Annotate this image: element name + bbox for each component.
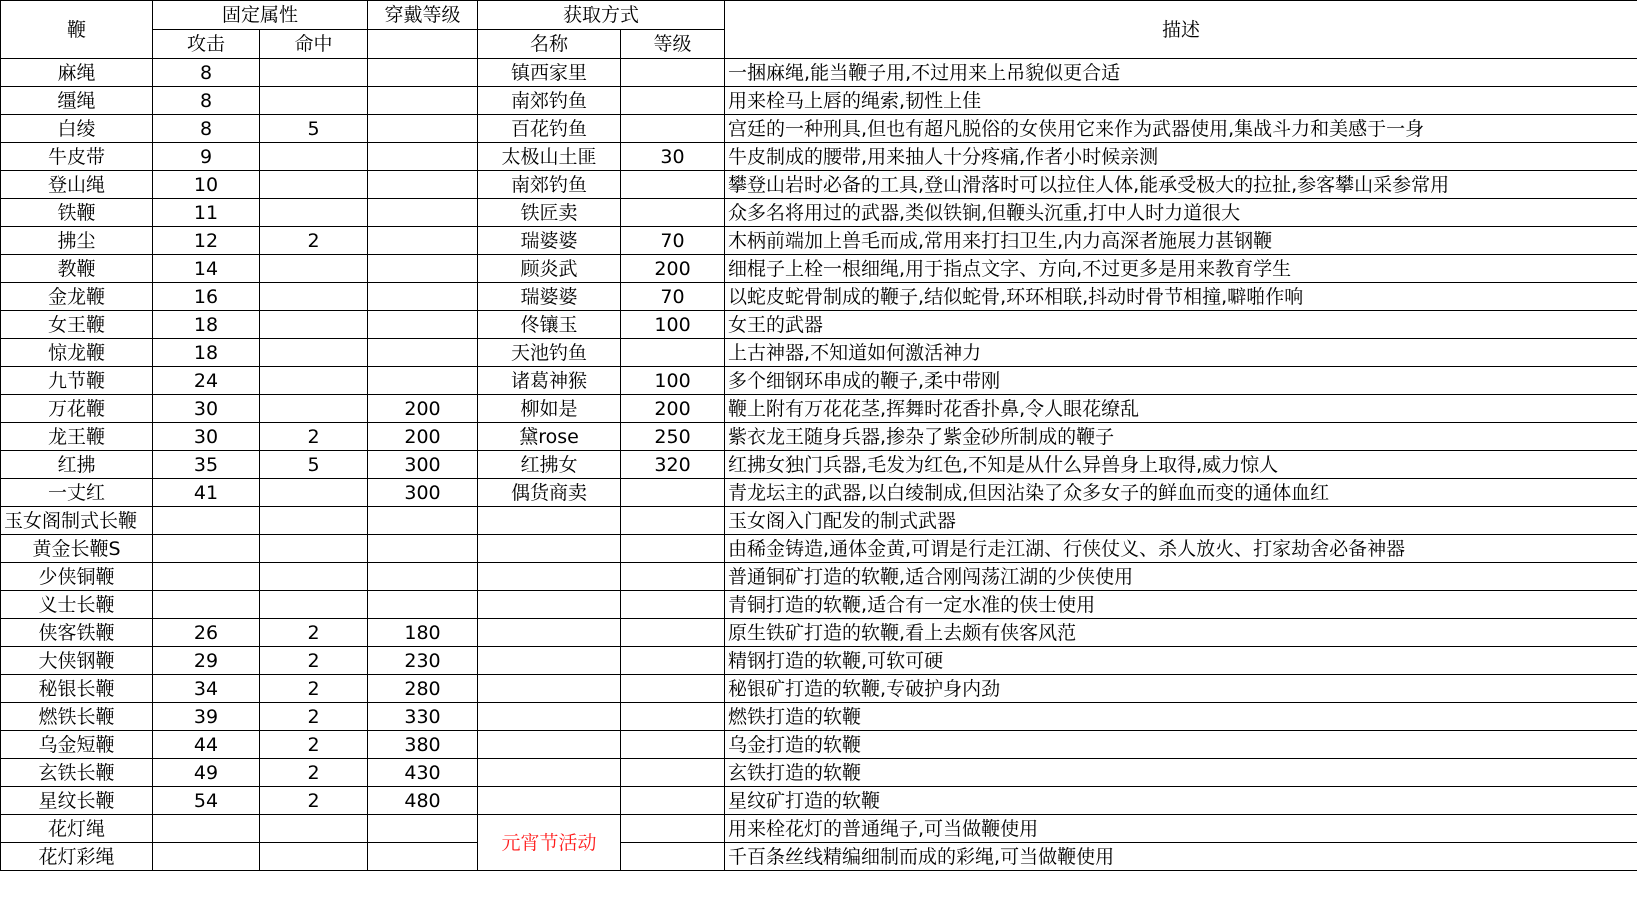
attack-value: 12 — [153, 227, 260, 255]
wear-level-value — [368, 591, 478, 619]
wear-level-value: 300 — [368, 451, 478, 479]
attack-value: 54 — [153, 787, 260, 815]
header-description: 描述 — [725, 1, 1637, 59]
item-name: 铁鞭 — [1, 199, 153, 227]
wear-level-value — [368, 507, 478, 535]
acquire-level-value — [621, 619, 725, 647]
header-fixed-attrs: 固定属性 — [153, 1, 368, 30]
description-value: 原生铁矿打造的软鞭,看上去颇有侠客风范 — [725, 619, 1637, 647]
acquire-level-value — [621, 535, 725, 563]
description-value: 细棍子上栓一根细绳,用于指点文字、方向,不过更多是用来教育学生 — [725, 255, 1637, 283]
description-value: 普通铜矿打造的软鞭,适合刚闯荡江湖的少侠使用 — [725, 563, 1637, 591]
header-acquire-level: 等级 — [621, 30, 725, 59]
wear-level-value: 200 — [368, 423, 478, 451]
description-value: 精钢打造的软鞭,可软可硬 — [725, 647, 1637, 675]
table-row — [1, 255, 1637, 283]
table-row — [1, 731, 1637, 759]
header-wear-empty — [368, 30, 478, 59]
hit-value — [260, 563, 368, 591]
table-row — [1, 591, 1637, 619]
acquire-name-value — [478, 787, 621, 815]
item-name: 少侠铜鞭 — [1, 563, 153, 591]
acquire-level-value: 100 — [621, 367, 725, 395]
hit-value — [260, 479, 368, 507]
acquire-level-value: 70 — [621, 283, 725, 311]
item-name: 万花鞭 — [1, 395, 153, 423]
acquire-name-value — [478, 563, 621, 591]
wear-level-value: 480 — [368, 787, 478, 815]
item-name: 教鞭 — [1, 255, 153, 283]
item-name: 九节鞭 — [1, 367, 153, 395]
wear-level-value — [368, 283, 478, 311]
acquire-name-value — [478, 647, 621, 675]
item-name: 玄铁长鞭 — [1, 759, 153, 787]
acquire-name-value: 南郊钓鱼 — [478, 87, 621, 115]
attack-value — [153, 563, 260, 591]
acquire-level-value — [621, 647, 725, 675]
hit-value — [260, 171, 368, 199]
acquire-level-value: 30 — [621, 143, 725, 171]
acquire-name-value: 太极山土匪 — [478, 143, 621, 171]
item-name: 登山绳 — [1, 171, 153, 199]
hit-value — [260, 843, 368, 871]
wear-level-value — [368, 171, 478, 199]
description-value: 众多名将用过的武器,类似铁锏,但鞭头沉重,打中人时力道很大 — [725, 199, 1637, 227]
wear-level-value — [368, 563, 478, 591]
description-value: 鞭上附有万花花茎,挥舞时花香扑鼻,令人眼花缭乱 — [725, 395, 1637, 423]
attack-value: 8 — [153, 87, 260, 115]
table-row — [1, 619, 1637, 647]
attack-value: 41 — [153, 479, 260, 507]
table-row — [1, 451, 1637, 479]
wear-level-value — [368, 815, 478, 843]
acquire-level-value: 250 — [621, 423, 725, 451]
attack-value: 10 — [153, 171, 260, 199]
acquire-level-value — [621, 591, 725, 619]
item-name: 大侠钢鞭 — [1, 647, 153, 675]
description-value: 玉女阁入门配发的制式武器 — [725, 507, 1637, 535]
attack-value: 34 — [153, 675, 260, 703]
attack-value: 11 — [153, 199, 260, 227]
table-row — [1, 59, 1637, 87]
hit-value: 5 — [260, 115, 368, 143]
acquire-level-value — [621, 815, 725, 843]
header-acquire-name: 名称 — [478, 30, 621, 59]
attack-value: 49 — [153, 759, 260, 787]
acquire-name-value: 镇西家里 — [478, 59, 621, 87]
wear-level-value — [368, 311, 478, 339]
table-row — [1, 395, 1637, 423]
table-row — [1, 171, 1637, 199]
acquire-name-value — [478, 619, 621, 647]
header-row-top — [1, 1, 1637, 30]
acquire-level-value — [621, 675, 725, 703]
item-name: 玉女阁制式长鞭 — [1, 507, 153, 535]
description-value: 用来栓花灯的普通绳子,可当做鞭使用 — [725, 815, 1637, 843]
attack-value — [153, 507, 260, 535]
attack-value: 26 — [153, 619, 260, 647]
table-row — [1, 647, 1637, 675]
acquire-name-value: 红拂女 — [478, 451, 621, 479]
wear-level-value: 300 — [368, 479, 478, 507]
attack-value — [153, 815, 260, 843]
acquire-level-value — [621, 759, 725, 787]
description-value: 秘银矿打造的软鞭,专破护身内劲 — [725, 675, 1637, 703]
item-name: 义士长鞭 — [1, 591, 153, 619]
description-value: 由稀金铸造,通体金黄,可谓是行走江湖、行侠仗义、杀人放火、打家劫舍必备神器 — [725, 535, 1637, 563]
attack-value: 8 — [153, 59, 260, 87]
acquire-level-value — [621, 115, 725, 143]
item-name: 秘银长鞭 — [1, 675, 153, 703]
hit-value — [260, 395, 368, 423]
wear-level-value — [368, 339, 478, 367]
acquire-name-value: 顾炎武 — [478, 255, 621, 283]
table-row — [1, 115, 1637, 143]
acquire-name-value — [478, 675, 621, 703]
description-value: 用来栓马上唇的绳索,韧性上佳 — [725, 87, 1637, 115]
acquire-level-value: 200 — [621, 255, 725, 283]
header-hit: 命中 — [260, 30, 368, 59]
table-row — [1, 535, 1637, 563]
hit-value: 2 — [260, 787, 368, 815]
hit-value — [260, 507, 368, 535]
table-row — [1, 199, 1637, 227]
description-value: 一捆麻绳,能当鞭子用,不过用来上吊貌似更合适 — [725, 59, 1637, 87]
attack-value: 30 — [153, 395, 260, 423]
description-value: 女王的武器 — [725, 311, 1637, 339]
description-value: 青龙坛主的武器,以白绫制成,但因沾染了众多女子的鲜血而变的通体血红 — [725, 479, 1637, 507]
acquire-level-value — [621, 731, 725, 759]
item-name: 花灯绳 — [1, 815, 153, 843]
attack-value — [153, 843, 260, 871]
attack-value: 9 — [153, 143, 260, 171]
acquire-name-value: 瑞婆婆 — [478, 283, 621, 311]
table-row — [1, 311, 1637, 339]
acquire-name-value — [478, 759, 621, 787]
hit-value — [260, 283, 368, 311]
table-row — [1, 143, 1637, 171]
acquire-name-value: 偶货商卖 — [478, 479, 621, 507]
item-name: 燃铁长鞭 — [1, 703, 153, 731]
wear-level-value — [368, 59, 478, 87]
description-value: 红拂女独门兵器,毛发为红色,不知是从什么异兽身上取得,威力惊人 — [725, 451, 1637, 479]
attack-value — [153, 591, 260, 619]
acquire-name-value: 铁匠卖 — [478, 199, 621, 227]
table-row — [1, 843, 1637, 871]
hit-value: 2 — [260, 675, 368, 703]
description-value: 紫衣龙王随身兵器,掺杂了紫金砂所制成的鞭子 — [725, 423, 1637, 451]
description-value: 木柄前端加上兽毛而成,常用来打扫卫生,内力高深者施展力甚钢鞭 — [725, 227, 1637, 255]
acquire-level-value — [621, 171, 725, 199]
item-name: 乌金短鞭 — [1, 731, 153, 759]
acquire-name-value — [478, 535, 621, 563]
table-row — [1, 87, 1637, 115]
wear-level-value — [368, 143, 478, 171]
acquire-level-value: 70 — [621, 227, 725, 255]
acquire-name-value: 黛rose — [478, 423, 621, 451]
acquire-level-value: 200 — [621, 395, 725, 423]
table-row — [1, 563, 1637, 591]
attack-value: 8 — [153, 115, 260, 143]
hit-value — [260, 815, 368, 843]
acquire-level-value — [621, 703, 725, 731]
description-value: 牛皮制成的腰带,用来抽人十分疼痛,作者小时候亲测 — [725, 143, 1637, 171]
item-name: 麻绳 — [1, 59, 153, 87]
hit-value — [260, 199, 368, 227]
acquire-name-value — [478, 731, 621, 759]
description-value: 多个细钢环串成的鞭子,柔中带刚 — [725, 367, 1637, 395]
hit-value — [260, 339, 368, 367]
table-row — [1, 227, 1637, 255]
acquire-level-value — [621, 339, 725, 367]
hit-value — [260, 311, 368, 339]
acquire-level-value: 320 — [621, 451, 725, 479]
hit-value: 2 — [260, 227, 368, 255]
item-name: 白绫 — [1, 115, 153, 143]
hit-value — [260, 59, 368, 87]
wear-level-value: 430 — [368, 759, 478, 787]
hit-value — [260, 535, 368, 563]
acquire-level-value — [621, 87, 725, 115]
wear-level-value — [368, 87, 478, 115]
wear-level-value: 280 — [368, 675, 478, 703]
hit-value: 2 — [260, 703, 368, 731]
item-name: 拂尘 — [1, 227, 153, 255]
wear-level-value — [368, 199, 478, 227]
acquire-name-value: 天池钓鱼 — [478, 339, 621, 367]
hit-value: 2 — [260, 619, 368, 647]
header-item: 鞭 — [1, 1, 153, 59]
acquire-level-value — [621, 479, 725, 507]
description-value: 以蛇皮蛇骨制成的鞭子,结似蛇骨,环环相联,抖动时骨节相撞,噼啪作响 — [725, 283, 1637, 311]
table-row — [1, 367, 1637, 395]
acquire-name-value — [478, 507, 621, 535]
table-row — [1, 283, 1637, 311]
table-row — [1, 815, 1637, 843]
hit-value — [260, 591, 368, 619]
table-row — [1, 507, 1637, 535]
wear-level-value: 230 — [368, 647, 478, 675]
description-value: 星纹矿打造的软鞭 — [725, 787, 1637, 815]
hit-value — [260, 87, 368, 115]
acquire-name-value: 百花钓鱼 — [478, 115, 621, 143]
description-value: 宫廷的一种刑具,但也有超凡脱俗的女侠用它来作为武器使用,集战斗力和美感于一身 — [725, 115, 1637, 143]
hit-value: 2 — [260, 647, 368, 675]
acquire-level-value — [621, 787, 725, 815]
item-name: 花灯彩绳 — [1, 843, 153, 871]
item-name: 金龙鞭 — [1, 283, 153, 311]
table-row — [1, 675, 1637, 703]
hit-value: 2 — [260, 423, 368, 451]
wear-level-value — [368, 843, 478, 871]
attack-value — [153, 535, 260, 563]
acquire-name-value — [478, 703, 621, 731]
item-name: 女王鞭 — [1, 311, 153, 339]
hit-value: 2 — [260, 759, 368, 787]
hit-value — [260, 143, 368, 171]
table-row — [1, 423, 1637, 451]
item-name: 龙王鞭 — [1, 423, 153, 451]
wear-level-value: 180 — [368, 619, 478, 647]
acquire-name-value: 南郊钓鱼 — [478, 171, 621, 199]
acquire-level-value — [621, 507, 725, 535]
item-name: 惊龙鞭 — [1, 339, 153, 367]
acquire-level-value — [621, 563, 725, 591]
wear-level-value — [368, 255, 478, 283]
wear-level-value — [368, 367, 478, 395]
acquire-level-value — [621, 59, 725, 87]
wear-level-value — [368, 115, 478, 143]
acquire-name-value: 佟镶玉 — [478, 311, 621, 339]
wear-level-value — [368, 227, 478, 255]
acquire-name-value — [478, 591, 621, 619]
wear-level-value: 200 — [368, 395, 478, 423]
description-value: 青铜打造的软鞭,适合有一定水准的侠士使用 — [725, 591, 1637, 619]
wear-level-value: 330 — [368, 703, 478, 731]
wear-level-value: 380 — [368, 731, 478, 759]
description-value: 燃铁打造的软鞭 — [725, 703, 1637, 731]
acquire-name-value: 诸葛神猴 — [478, 367, 621, 395]
attack-value: 16 — [153, 283, 260, 311]
acquire-name-value: 瑞婆婆 — [478, 227, 621, 255]
item-name: 黄金长鞭S — [1, 535, 153, 563]
header-wear-level: 穿戴等级 — [368, 1, 478, 30]
attack-value: 24 — [153, 367, 260, 395]
attack-value: 18 — [153, 311, 260, 339]
hit-value — [260, 367, 368, 395]
item-name: 侠客铁鞭 — [1, 619, 153, 647]
item-name: 缰绳 — [1, 87, 153, 115]
attack-value: 39 — [153, 703, 260, 731]
attack-value: 30 — [153, 423, 260, 451]
acquire-name-value: 柳如是 — [478, 395, 621, 423]
wear-level-value — [368, 535, 478, 563]
attack-value: 44 — [153, 731, 260, 759]
hit-value: 5 — [260, 451, 368, 479]
festival-event-label: 元宵节活动 — [478, 815, 621, 871]
header-attack: 攻击 — [153, 30, 260, 59]
description-value: 玄铁打造的软鞭 — [725, 759, 1637, 787]
item-name: 星纹长鞭 — [1, 787, 153, 815]
table-row — [1, 703, 1637, 731]
item-name: 牛皮带 — [1, 143, 153, 171]
hit-value — [260, 255, 368, 283]
acquire-level-value — [621, 199, 725, 227]
description-value: 乌金打造的软鞭 — [725, 731, 1637, 759]
table-row — [1, 339, 1637, 367]
table-row — [1, 787, 1637, 815]
item-name: 一丈红 — [1, 479, 153, 507]
table-row — [1, 759, 1637, 787]
description-value: 上古神器,不知道如何激活神力 — [725, 339, 1637, 367]
header-acquire: 获取方式 — [478, 1, 725, 30]
description-value: 千百条丝线精编细制而成的彩绳,可当做鞭使用 — [725, 843, 1637, 871]
acquire-level-value — [621, 843, 725, 871]
table-row — [1, 479, 1637, 507]
acquire-level-value: 100 — [621, 311, 725, 339]
attack-value: 14 — [153, 255, 260, 283]
attack-value: 29 — [153, 647, 260, 675]
description-value: 攀登山岩时必备的工具,登山滑落时可以拉住人体,能承受极大的拉扯,参客攀山采参常用 — [725, 171, 1637, 199]
hit-value: 2 — [260, 731, 368, 759]
attack-value: 18 — [153, 339, 260, 367]
attack-value: 35 — [153, 451, 260, 479]
item-name: 红拂 — [1, 451, 153, 479]
